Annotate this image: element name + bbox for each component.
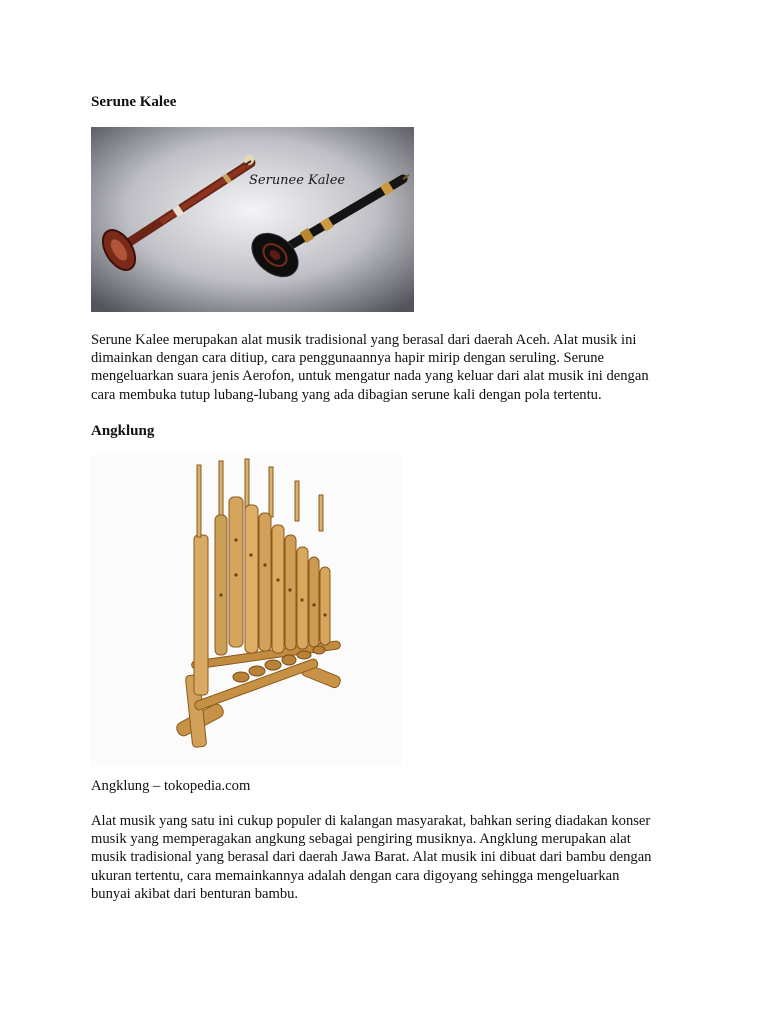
serune-kalee-image [91,127,414,312]
paragraph-line: mengeluarkan suara jenis Aerofon, untuk mengatur nada yang keluar dari alat musik ini dengan [91,368,649,385]
paragraph-line: Alat musik yang satu ini cukup populer di kalangan masyarakat, bahkan sering diadakan konser [91,813,651,829]
paragraph-serune-kalee [91,331,681,404]
section-title-angklung: Angklung [91,423,155,439]
image-overlay-title: Serunee Kalee [249,173,346,188]
angklung-image [91,455,401,767]
paragraph-line: ukuran tertentu, cara memainkannya adalah dengan cara digoyang sehingga mengeluarkan [91,867,620,884]
angklung-image-caption: Angklung – tokopedia.com [91,778,251,794]
paragraph-line: musik tradisional yang berasal dari daerah Jawa Barat. Alat musik ini dibuat dari bambu dengan [91,849,652,866]
paragraph-line: bunyai akibat dari benturan bambu. [91,885,299,902]
paragraph-line: cara membuka tutup lubang-lubang yang ada dibagian serune kali dengan pola tertentu. [91,386,602,403]
section-title-serune-kalee: Serune Kalee [91,94,177,110]
paragraph-line: dimainkan dengan cara ditiup, cara penggunaannya hapir mirip dengan seruling. Serune [91,350,605,367]
paragraph-angklung [91,812,681,903]
paragraph-line: Serune Kalee merupakan alat musik tradisional yang berasal dari daerah Aceh. Alat musik ini [91,332,637,348]
paragraph-line: musik yang memperagakan angkung sebagai pengiring musiknya. Angklung merupakan alat [91,831,631,848]
